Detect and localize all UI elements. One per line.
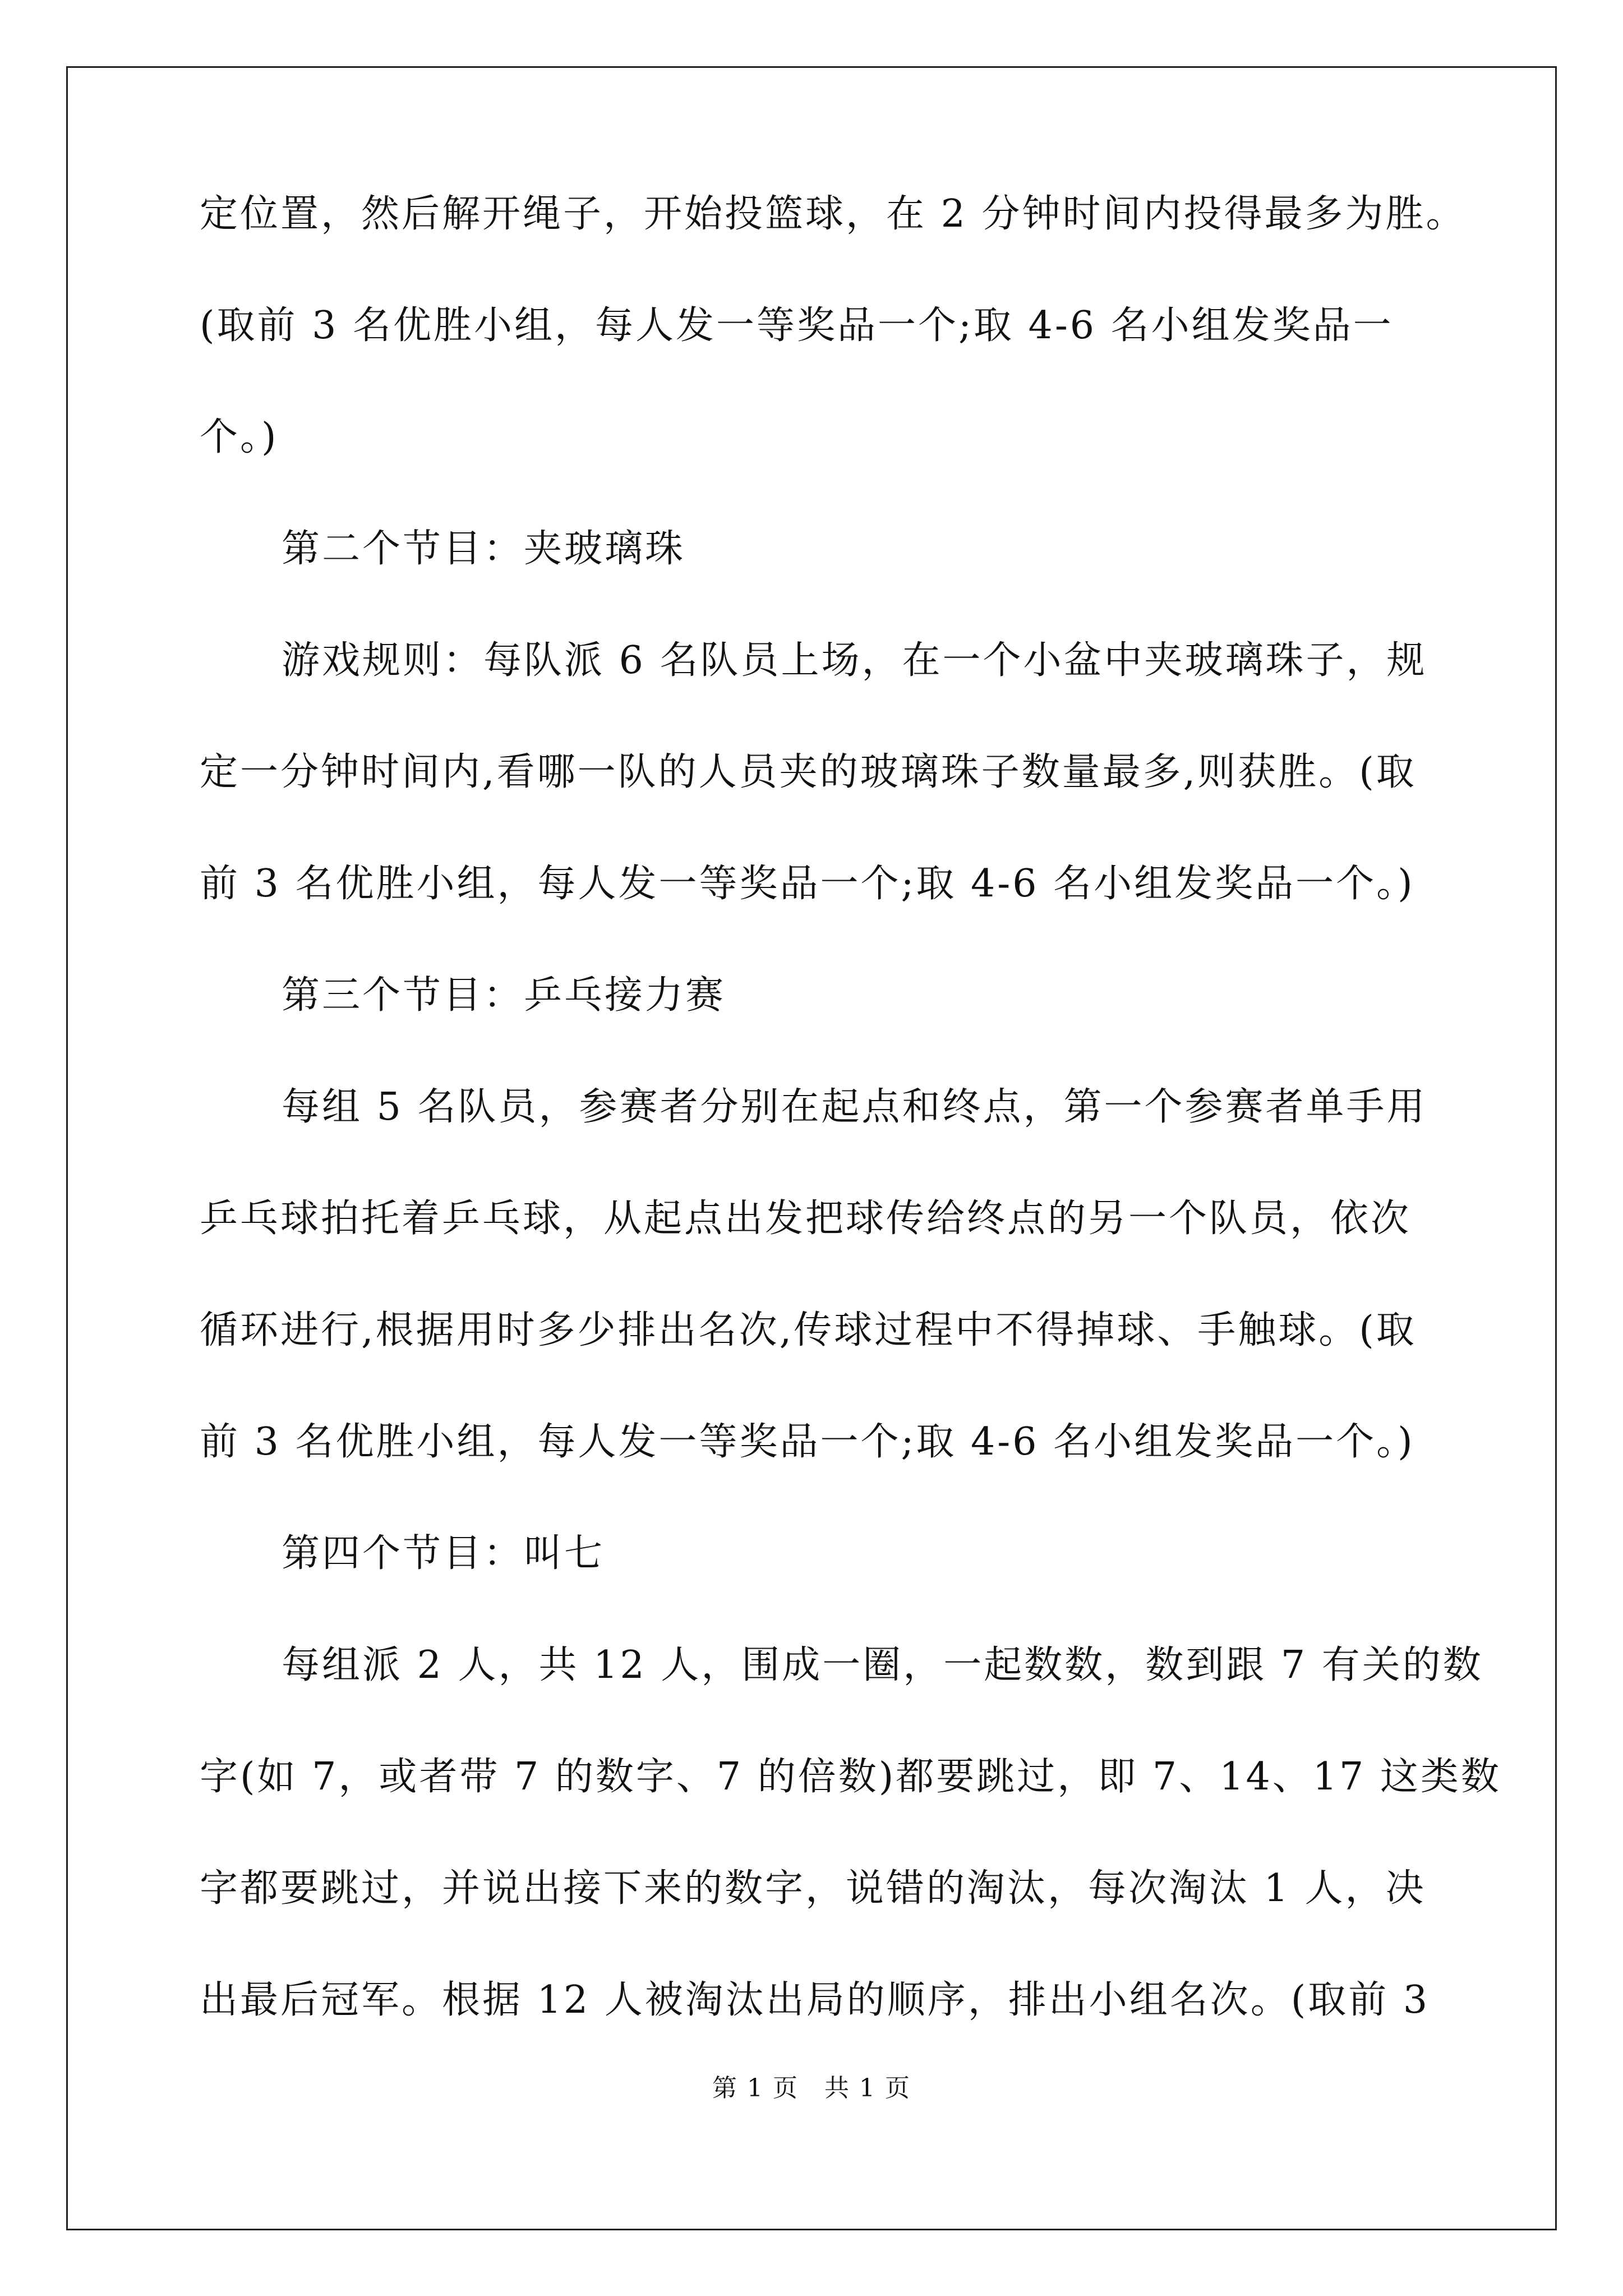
text-line: 出最后冠军。根据 12 人被淘汰出局的顺序，排出小组名次。(取前 3 <box>200 1978 1430 2022</box>
text-line: 字都要跳过，并说出接下来的数字，说错的淘汰，每次淘汰 1 人，决 <box>200 1866 1426 1911</box>
text-line: 定一分钟时间内,看哪一队的人员夹的玻璃珠子数量最多,则获胜。(取 <box>200 750 1417 794</box>
section-heading: 第三个节目：乒乓接力赛 <box>282 973 726 1018</box>
text-line: 字(如 7，或者带 7 的数字、7 的倍数)都要跳过，即 7、14、17 这类数 <box>200 1755 1501 1799</box>
section-heading: 第四个节目：叫七 <box>282 1531 605 1576</box>
text-line: 乒乓球拍托着乒乓球，从起点出发把球传给终点的另一个队员，依次 <box>200 1197 1412 1241</box>
text-line: 游戏规则：每队派 6 名队员上场，在一个小盆中夹玻璃珠子，规 <box>282 638 1427 683</box>
text-line: 前 3 名优胜小组，每人发一等奖品一个;取 4-6 名小组发奖品一个。) <box>200 862 1415 906</box>
section-heading: 第二个节目：夹玻璃珠 <box>282 527 686 571</box>
text-line: 个。) <box>200 415 279 459</box>
text-line: 每组 5 名队员，参赛者分别在起点和终点，第一个参赛者单手用 <box>282 1085 1427 1129</box>
text-line: (取前 3 名优胜小组，每人发一等奖品一个;取 4-6 名小组发奖品一 <box>200 303 1394 348</box>
text-line: 前 3 名优胜小组，每人发一等奖品一个;取 4-6 名小组发奖品一个。) <box>200 1420 1415 1464</box>
text-line: 定位置，然后解开绳子，开始投篮球，在 2 分钟时间内投得最多为胜。 <box>200 192 1467 236</box>
text-line: 循环进行,根据用时多少排出名次,传球过程中不得掉球、手触球。(取 <box>200 1308 1417 1352</box>
page-footer: 第 1 页 共 1 页 <box>712 2074 911 2102</box>
text-line: 每组派 2 人，共 12 人，围成一圈，一起数数，数到跟 7 有关的数 <box>282 1643 1483 1687</box>
